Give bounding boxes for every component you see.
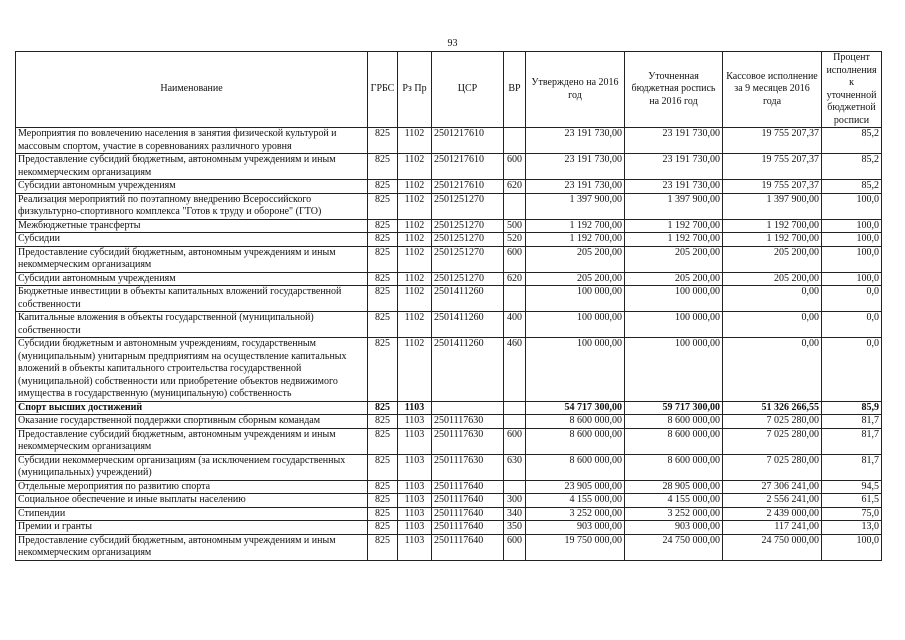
cell-percent: 100,0 <box>822 219 882 233</box>
cell-cash: 1 192 700,00 <box>723 219 822 233</box>
cell-name: Оказание государственной поддержки спортивным сборным командам <box>16 415 368 429</box>
cell-csr: 2501117630 <box>432 454 504 480</box>
cell-name: Субсидии бюджетным и автономным учреждениям, государственным (муниципальным) унитарным предприятиям на осуществление капитальных вложений в объекты капитального строительства государственной (муниципальной) собственности или приобретение объектов недвижимого имущества в государственную (муниципальную) собственность <box>16 338 368 402</box>
cell-approved: 1 192 700,00 <box>526 219 625 233</box>
cell-csr: 2501217610 <box>432 154 504 180</box>
cell-refined: 23 191 730,00 <box>625 154 723 180</box>
cell-approved: 23 191 730,00 <box>526 180 625 194</box>
cell-cash: 2 439 000,00 <box>723 507 822 521</box>
cell-approved: 100 000,00 <box>526 312 625 338</box>
cell-name: Премии и гранты <box>16 521 368 535</box>
cell-percent: 100,0 <box>822 246 882 272</box>
cell-name: Предоставление субсидий бюджетным, автономным учреждениям и иным некоммерческим организациям <box>16 428 368 454</box>
cell-rzpr: 1102 <box>398 338 432 402</box>
cell-refined: 4 155 000,00 <box>625 494 723 508</box>
table-row <box>16 233 882 247</box>
cell-grbs: 825 <box>368 286 398 312</box>
cell-vr: 400 <box>504 312 526 338</box>
cell-vr: 620 <box>504 272 526 286</box>
table-header-row <box>16 52 882 128</box>
cell-grbs: 825 <box>368 128 398 154</box>
cell-csr: 2501117630 <box>432 428 504 454</box>
cell-refined: 59 717 300,00 <box>625 401 723 415</box>
cell-approved: 19 750 000,00 <box>526 534 625 560</box>
cell-grbs: 825 <box>368 494 398 508</box>
cell-approved: 1 192 700,00 <box>526 233 625 247</box>
cell-vr <box>504 128 526 154</box>
cell-vr: 600 <box>504 428 526 454</box>
cell-approved: 205 200,00 <box>526 246 625 272</box>
cell-rzpr: 1103 <box>398 494 432 508</box>
cell-name: Спорт высших достижений <box>16 401 368 415</box>
table-row <box>16 154 882 180</box>
table-row <box>16 219 882 233</box>
cell-rzpr: 1102 <box>398 180 432 194</box>
cell-name: Предоставление субсидий бюджетным, автономным учреждениям и иным некоммерческим организациям <box>16 246 368 272</box>
cell-grbs: 825 <box>368 415 398 429</box>
cell-name: Субсидии автономным учреждениям <box>16 180 368 194</box>
cell-rzpr: 1103 <box>398 415 432 429</box>
cell-cash: 117 241,00 <box>723 521 822 535</box>
header-refined: Уточненная бюджетная роспись на 2016 год <box>625 52 723 128</box>
cell-percent: 0,0 <box>822 312 882 338</box>
cell-percent: 81,7 <box>822 415 882 429</box>
cell-csr: 2501251270 <box>432 193 504 219</box>
table-row <box>16 272 882 286</box>
cell-percent: 0,0 <box>822 338 882 402</box>
cell-cash: 205 200,00 <box>723 246 822 272</box>
cell-name: Предоставление субсидий бюджетным, автономным учреждениям и иным некоммерческим организациям <box>16 534 368 560</box>
table-row <box>16 401 882 415</box>
cell-vr <box>504 286 526 312</box>
cell-cash: 2 556 241,00 <box>723 494 822 508</box>
cell-vr: 600 <box>504 154 526 180</box>
cell-refined: 205 200,00 <box>625 246 723 272</box>
cell-csr: 2501117640 <box>432 480 504 494</box>
cell-name: Субсидии автономным учреждениям <box>16 272 368 286</box>
cell-percent: 100,0 <box>822 272 882 286</box>
table-row <box>16 494 882 508</box>
table-row <box>16 415 882 429</box>
table-row <box>16 521 882 535</box>
header-csr: ЦСР <box>432 52 504 128</box>
cell-grbs: 825 <box>368 401 398 415</box>
cell-csr: 2501117640 <box>432 507 504 521</box>
cell-vr <box>504 401 526 415</box>
cell-grbs: 825 <box>368 233 398 247</box>
header-grbs: ГРБС <box>368 52 398 128</box>
cell-percent: 0,0 <box>822 286 882 312</box>
cell-refined: 1 192 700,00 <box>625 233 723 247</box>
cell-percent: 81,7 <box>822 454 882 480</box>
cell-grbs: 825 <box>368 180 398 194</box>
cell-grbs: 825 <box>368 507 398 521</box>
cell-csr: 2501217610 <box>432 180 504 194</box>
cell-refined: 24 750 000,00 <box>625 534 723 560</box>
cell-csr: 2501251270 <box>432 246 504 272</box>
cell-percent: 61,5 <box>822 494 882 508</box>
cell-approved: 903 000,00 <box>526 521 625 535</box>
cell-vr <box>504 415 526 429</box>
table-row <box>16 454 882 480</box>
cell-cash: 205 200,00 <box>723 272 822 286</box>
cell-csr: 2501411260 <box>432 286 504 312</box>
cell-rzpr: 1103 <box>398 454 432 480</box>
cell-refined: 8 600 000,00 <box>625 428 723 454</box>
cell-refined: 100 000,00 <box>625 286 723 312</box>
cell-cash: 19 755 207,37 <box>723 154 822 180</box>
header-name: Наименование <box>16 52 368 128</box>
cell-approved: 100 000,00 <box>526 286 625 312</box>
cell-csr: 2501411260 <box>432 338 504 402</box>
cell-csr: 2501117640 <box>432 521 504 535</box>
cell-percent: 85,2 <box>822 180 882 194</box>
cell-approved: 3 252 000,00 <box>526 507 625 521</box>
table-row <box>16 128 882 154</box>
cell-approved: 8 600 000,00 <box>526 415 625 429</box>
table-row <box>16 534 882 560</box>
cell-grbs: 825 <box>368 246 398 272</box>
cell-grbs: 825 <box>368 219 398 233</box>
cell-cash: 0,00 <box>723 312 822 338</box>
header-vr: ВР <box>504 52 526 128</box>
cell-cash: 0,00 <box>723 286 822 312</box>
cell-cash: 0,00 <box>723 338 822 402</box>
table-row <box>16 286 882 312</box>
cell-percent: 100,0 <box>822 233 882 247</box>
cell-grbs: 825 <box>368 154 398 180</box>
cell-cash: 7 025 280,00 <box>723 428 822 454</box>
cell-cash: 51 326 266,55 <box>723 401 822 415</box>
header-approved: Утверждено на 2016 год <box>526 52 625 128</box>
cell-rzpr: 1103 <box>398 480 432 494</box>
cell-percent: 85,2 <box>822 154 882 180</box>
cell-approved: 23 191 730,00 <box>526 128 625 154</box>
cell-grbs: 825 <box>368 454 398 480</box>
cell-vr <box>504 193 526 219</box>
cell-name: Мероприятия по вовлечению населения в занятия физической культурой и массовым спортом, участие в соревнованиях различного уровня <box>16 128 368 154</box>
header-rzpr: Рз Пр <box>398 52 432 128</box>
cell-refined: 1 192 700,00 <box>625 219 723 233</box>
cell-vr: 630 <box>504 454 526 480</box>
cell-vr: 460 <box>504 338 526 402</box>
cell-vr: 350 <box>504 521 526 535</box>
cell-grbs: 825 <box>368 480 398 494</box>
cell-vr: 500 <box>504 219 526 233</box>
cell-percent: 81,7 <box>822 428 882 454</box>
cell-rzpr: 1103 <box>398 534 432 560</box>
cell-rzpr: 1102 <box>398 272 432 286</box>
cell-name: Социальное обеспечение и иные выплаты населению <box>16 494 368 508</box>
cell-name: Реализация мероприятий по поэтапному внедрению Всероссийского физкультурно-спортивного комплекса "Готов к труду и обороне" (ГТО) <box>16 193 368 219</box>
cell-cash: 7 025 280,00 <box>723 415 822 429</box>
cell-csr: 2501251270 <box>432 272 504 286</box>
table-row <box>16 180 882 194</box>
cell-approved: 100 000,00 <box>526 338 625 402</box>
header-percent: Процент исполнения к уточненной бюджетной росписи <box>822 52 882 128</box>
cell-name: Субсидии <box>16 233 368 247</box>
cell-rzpr: 1102 <box>398 286 432 312</box>
cell-rzpr: 1102 <box>398 312 432 338</box>
cell-cash: 24 750 000,00 <box>723 534 822 560</box>
cell-name: Бюджетные инвестиции в объекты капитальных вложений государственной собственности <box>16 286 368 312</box>
cell-cash: 19 755 207,37 <box>723 128 822 154</box>
cell-grbs: 825 <box>368 272 398 286</box>
page-number: 93 <box>447 38 458 49</box>
cell-percent: 75,0 <box>822 507 882 521</box>
cell-rzpr: 1103 <box>398 428 432 454</box>
table-row <box>16 480 882 494</box>
cell-grbs: 825 <box>368 534 398 560</box>
table-row <box>16 428 882 454</box>
cell-csr: 2501117630 <box>432 415 504 429</box>
cell-csr: 2501217610 <box>432 128 504 154</box>
cell-grbs: 825 <box>368 521 398 535</box>
cell-grbs: 825 <box>368 312 398 338</box>
cell-percent: 85,2 <box>822 128 882 154</box>
cell-refined: 23 191 730,00 <box>625 180 723 194</box>
cell-approved: 4 155 000,00 <box>526 494 625 508</box>
table-row <box>16 338 882 402</box>
cell-csr: 2501411260 <box>432 312 504 338</box>
cell-vr: 620 <box>504 180 526 194</box>
cell-percent: 94,5 <box>822 480 882 494</box>
cell-csr: 2501251270 <box>432 219 504 233</box>
cell-approved: 1 397 900,00 <box>526 193 625 219</box>
cell-refined: 8 600 000,00 <box>625 454 723 480</box>
cell-refined: 205 200,00 <box>625 272 723 286</box>
cell-vr <box>504 480 526 494</box>
table-row <box>16 193 882 219</box>
header-cash: Кассовое исполнение за 9 месяцев 2016 года <box>723 52 822 128</box>
cell-rzpr: 1103 <box>398 507 432 521</box>
cell-vr: 300 <box>504 494 526 508</box>
cell-refined: 3 252 000,00 <box>625 507 723 521</box>
cell-percent: 85,9 <box>822 401 882 415</box>
cell-approved: 8 600 000,00 <box>526 428 625 454</box>
cell-rzpr: 1102 <box>398 219 432 233</box>
table-row <box>16 507 882 521</box>
cell-refined: 903 000,00 <box>625 521 723 535</box>
cell-vr: 600 <box>504 534 526 560</box>
cell-refined: 23 191 730,00 <box>625 128 723 154</box>
cell-cash: 7 025 280,00 <box>723 454 822 480</box>
cell-approved: 23 905 000,00 <box>526 480 625 494</box>
cell-rzpr: 1102 <box>398 246 432 272</box>
table-row <box>16 246 882 272</box>
cell-rzpr: 1102 <box>398 193 432 219</box>
cell-rzpr: 1102 <box>398 233 432 247</box>
cell-approved: 205 200,00 <box>526 272 625 286</box>
cell-refined: 100 000,00 <box>625 338 723 402</box>
cell-cash: 1 397 900,00 <box>723 193 822 219</box>
cell-percent: 100,0 <box>822 193 882 219</box>
cell-name: Капитальные вложения в объекты государственной (муниципальной) собственности <box>16 312 368 338</box>
cell-grbs: 825 <box>368 428 398 454</box>
cell-grbs: 825 <box>368 193 398 219</box>
cell-percent: 100,0 <box>822 534 882 560</box>
cell-name: Отдельные мероприятия по развитию спорта <box>16 480 368 494</box>
cell-refined: 1 397 900,00 <box>625 193 723 219</box>
cell-csr: 2501117640 <box>432 534 504 560</box>
cell-rzpr: 1102 <box>398 154 432 180</box>
cell-name: Субсидии некоммерческим организациям (за исключением государственных (муниципальных) учреждений) <box>16 454 368 480</box>
cell-refined: 100 000,00 <box>625 312 723 338</box>
budget-table <box>15 51 882 561</box>
cell-cash: 1 192 700,00 <box>723 233 822 247</box>
cell-csr: 2501251270 <box>432 233 504 247</box>
cell-vr: 600 <box>504 246 526 272</box>
cell-name: Предоставление субсидий бюджетным, автономным учреждениям и иным некоммерческим организациям <box>16 154 368 180</box>
cell-csr <box>432 401 504 415</box>
table-body <box>16 128 882 561</box>
cell-refined: 8 600 000,00 <box>625 415 723 429</box>
cell-vr: 520 <box>504 233 526 247</box>
cell-percent: 13,0 <box>822 521 882 535</box>
cell-approved: 54 717 300,00 <box>526 401 625 415</box>
cell-name: Стипендии <box>16 507 368 521</box>
cell-approved: 8 600 000,00 <box>526 454 625 480</box>
cell-approved: 23 191 730,00 <box>526 154 625 180</box>
cell-csr: 2501117640 <box>432 494 504 508</box>
cell-rzpr: 1102 <box>398 128 432 154</box>
cell-refined: 28 905 000,00 <box>625 480 723 494</box>
cell-cash: 27 306 241,00 <box>723 480 822 494</box>
cell-name: Межбюджетные трансферты <box>16 219 368 233</box>
cell-cash: 19 755 207,37 <box>723 180 822 194</box>
cell-grbs: 825 <box>368 338 398 402</box>
cell-rzpr: 1103 <box>398 401 432 415</box>
cell-vr: 340 <box>504 507 526 521</box>
cell-rzpr: 1103 <box>398 521 432 535</box>
table-row <box>16 312 882 338</box>
